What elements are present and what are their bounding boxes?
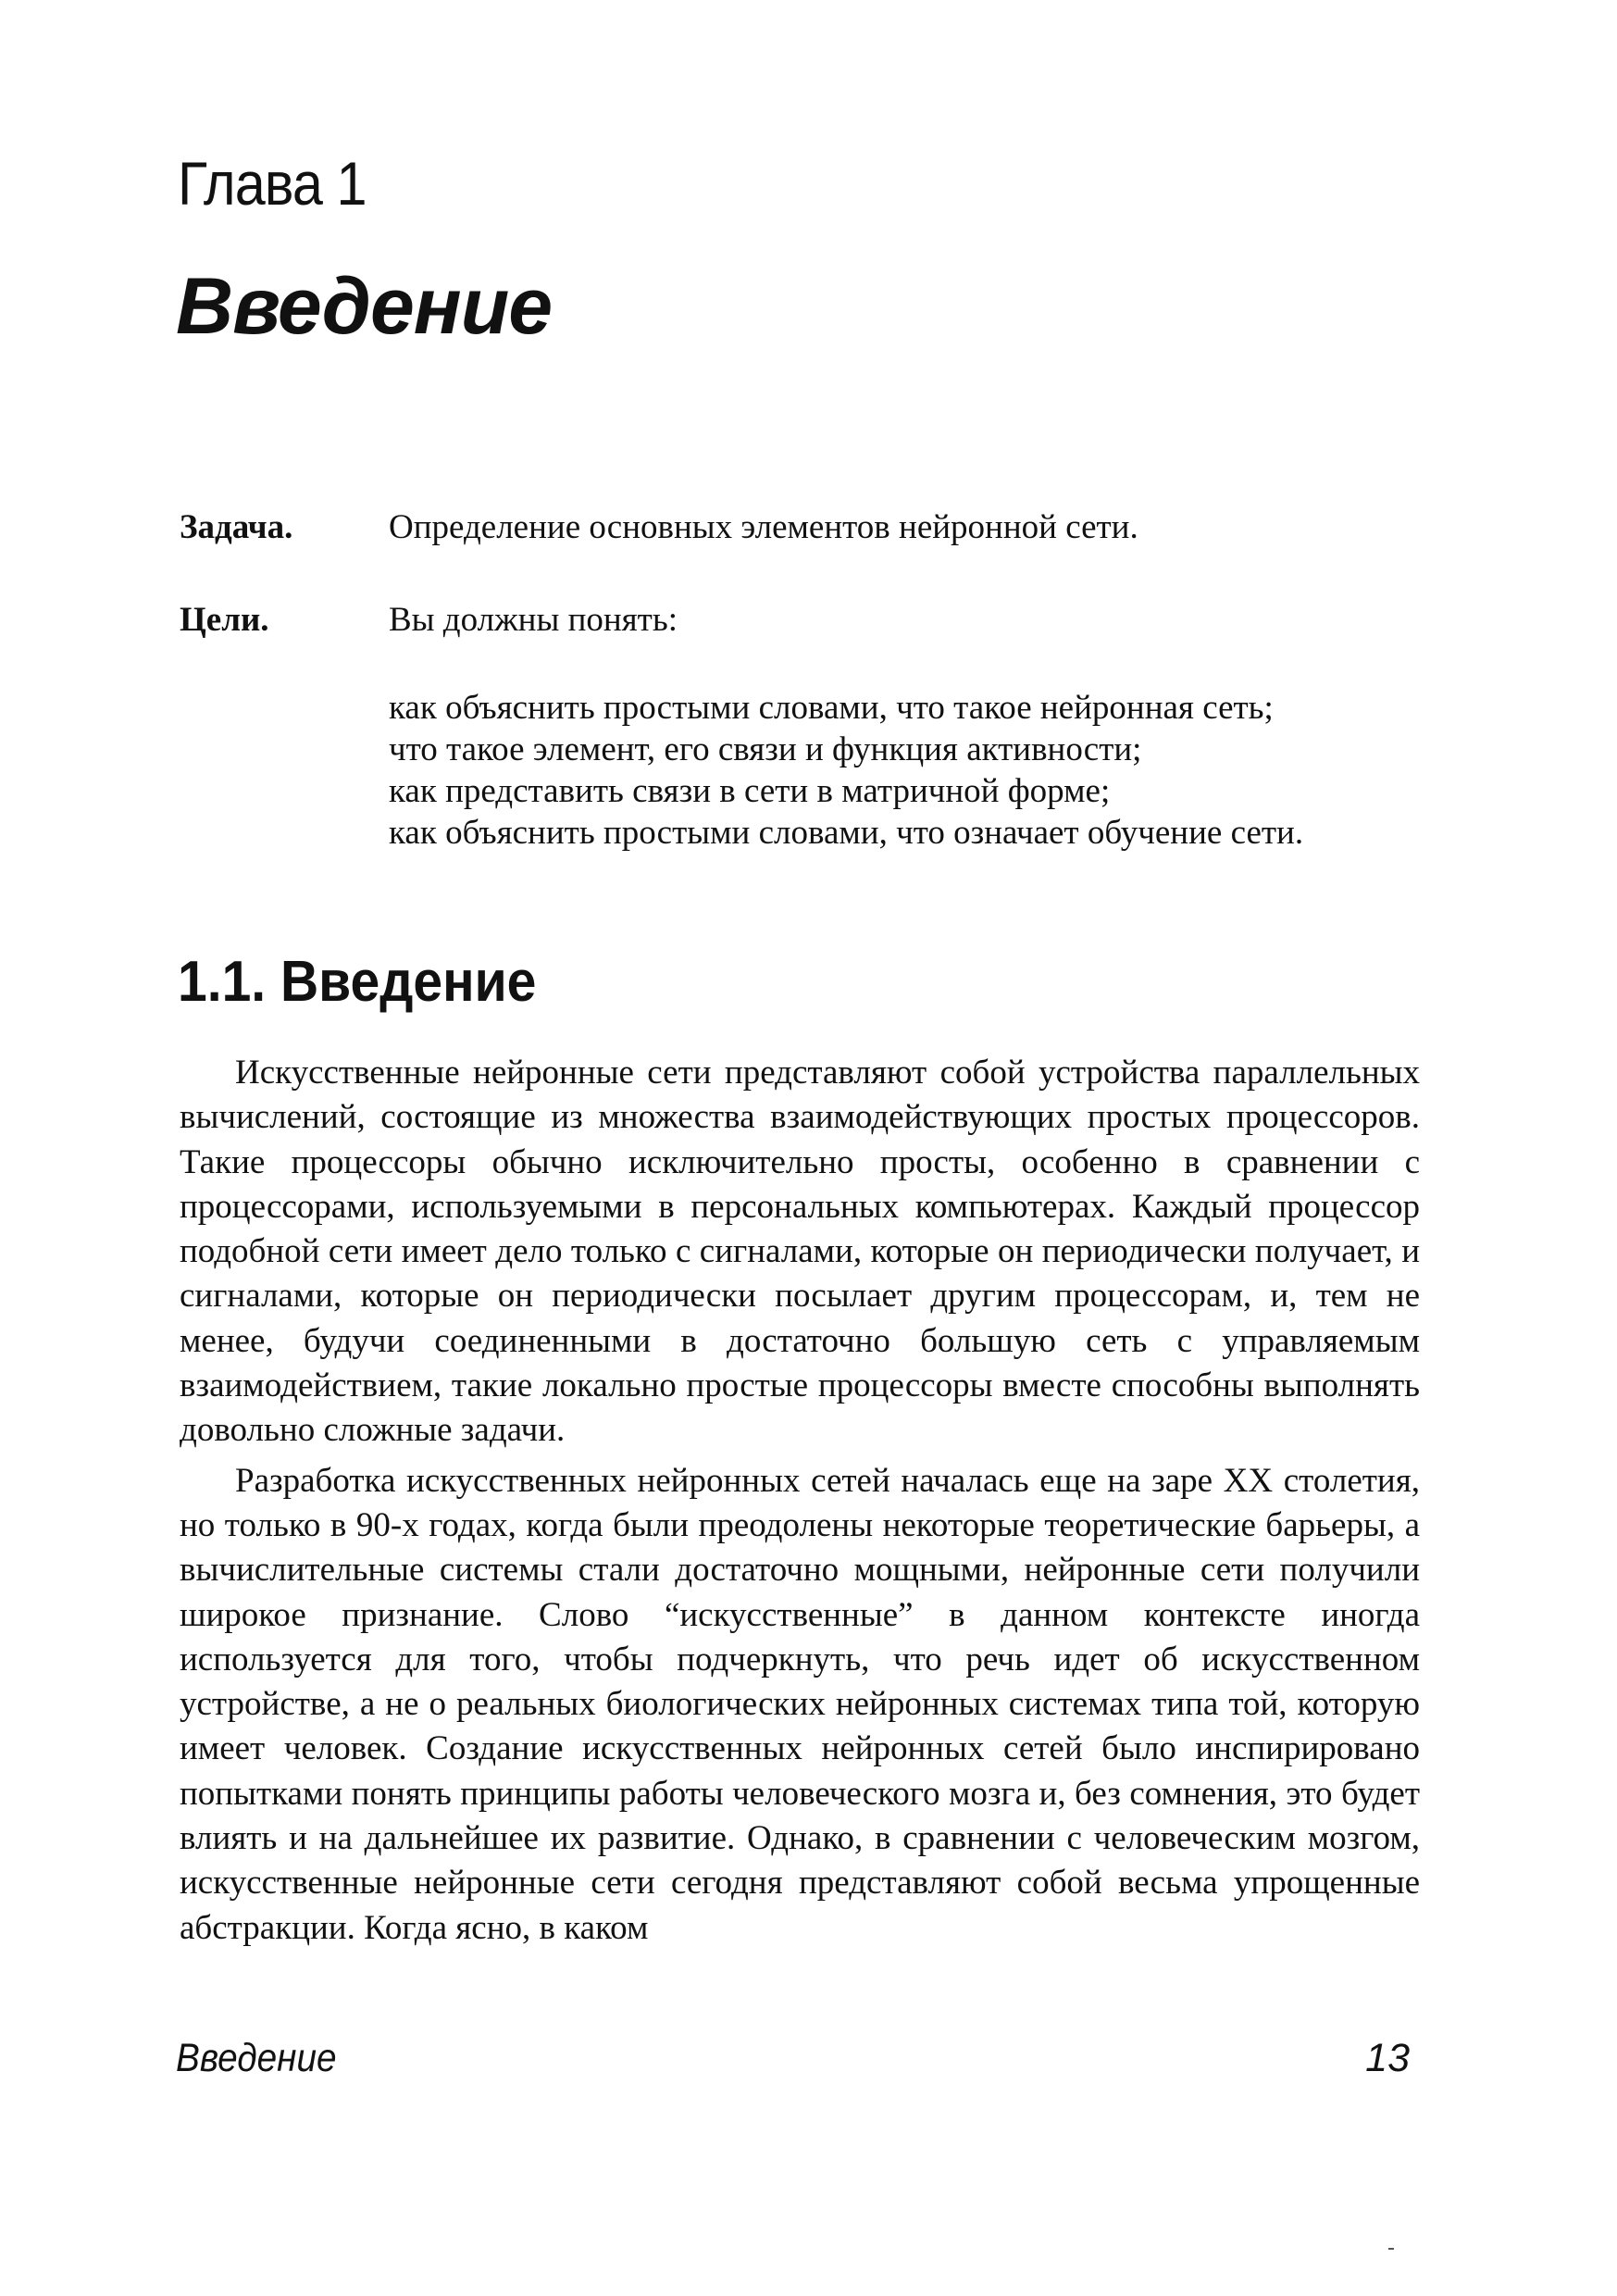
page-number: 13 <box>1365 2036 1410 2080</box>
goal-item: как объяснить простыми словами, что означает обучение сети. <box>389 814 1304 852</box>
goals-list <box>389 687 1303 854</box>
goal-item: как представить связи в сети в матричной форме; <box>389 772 1111 810</box>
goal-item: что такое элемент, его связи и функция активности; <box>389 730 1142 768</box>
section-heading: 1.1. Введение <box>178 950 537 1014</box>
running-footer-title: Введение <box>176 2036 337 2080</box>
goals-term: Цели. <box>180 601 269 639</box>
goal-item: как объяснить простыми словами, что такое нейронная сеть; <box>389 689 1274 727</box>
body-paragraph: Разработка искусственных нейронных сетей началась еще на заре XX столетия, но только в 90-х годах, когда были преодолены некоторые теоретические барьеры, а вычислительные системы стали достаточно мощными, нейронные сети получили широкое признание. Слово “искусственные” в данном контексте иногда используется для того, чтобы подчеркнуть, что речь идет об искусственном устройстве, а не о реальных биологических нейронных системах типа той, которую имеет человек. Создание искусственных нейронных сетей было инспирировано попытками понять принципы работы человеческого мозга и, без сомнения, это будет влиять и на дальнейшее их развитие. Однако, в сравнении с человеческим мозгом, искусственные нейронные сети сегодня представляют собой весьма упрощенные абстракции. Когда ясно, в каком <box>180 1461 1420 1947</box>
section-body <box>180 1051 1420 1956</box>
chapter-title: Введение <box>176 262 553 351</box>
goals-intro: Вы должны понять: <box>389 601 678 639</box>
chapter-label: Глава 1 <box>178 149 367 218</box>
scan-speck <box>1388 2248 1394 2250</box>
body-paragraph: Искусственные нейронные сети представляют собой устройства параллельных вычислений, состоящие из множества взаимодействующих простых процессоров. Такие процессоры обычно исключительно просты, особенно в сравнении с процессорами, используемыми в персональных компьютерах. Каждый процессор подобной сети имеет дело только с сигналами, которые он периодически получает, и сигналами, которые он периодически посылает другим процессорам, и, тем не менее, будучи соединенными в достаточно большую сеть с управляемым взаимодействием, такие локально простые процессоры вместе способны выполнять довольно сложные задачи. <box>180 1054 1420 1450</box>
task-term: Задача. <box>180 508 293 546</box>
task-text: Определение основных элементов нейронной сети. <box>389 508 1138 546</box>
